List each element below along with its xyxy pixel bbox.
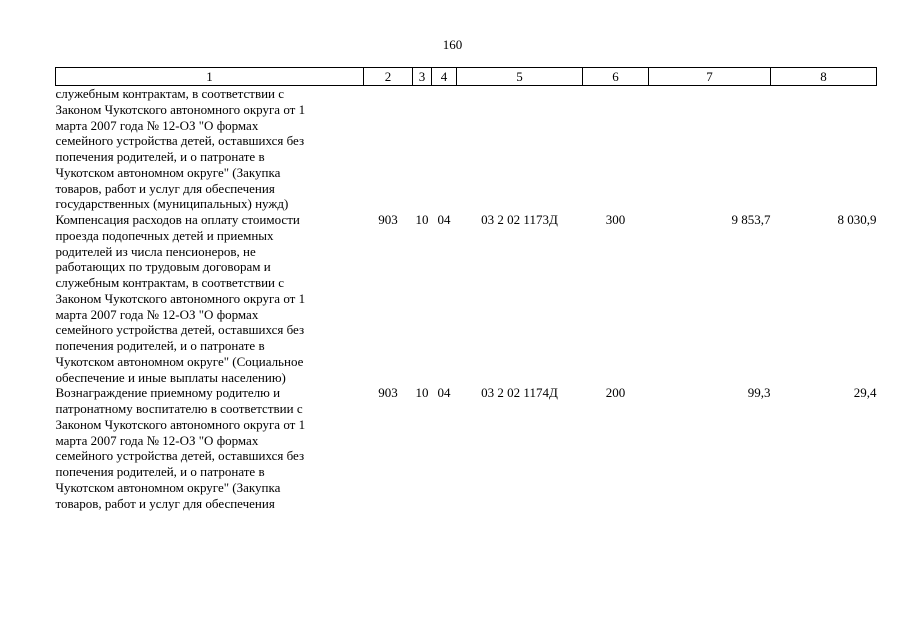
description-line: Чукотском автономном округе" (Социальное xyxy=(55,353,304,369)
description-line: попечения родителей, и о патронате в xyxy=(55,464,265,479)
table-row xyxy=(56,86,877,213)
table-header xyxy=(56,68,877,86)
description-line: попечения родителей, и о патронате в xyxy=(55,149,265,164)
column-header-4: 4 xyxy=(432,68,457,86)
description-line: обеспечение и иные выплаты населению) xyxy=(55,369,286,385)
description-line: марта 2007 года № 12-ОЗ "О формах xyxy=(55,432,259,448)
amount-col7-cell: 99,3 xyxy=(747,385,771,401)
description-line: Чукотском автономном округе" (Закупка xyxy=(55,479,281,495)
description-line: Вознаграждение приемному родителю и xyxy=(55,385,281,401)
admin-code-cell: 903 xyxy=(378,212,398,227)
expense-type-cell: 300 xyxy=(605,212,626,227)
column-header-8: 8 xyxy=(771,68,877,86)
column-header-3: 3 xyxy=(413,68,432,86)
description-line: государственных (муниципальных) нужд) xyxy=(55,196,289,212)
description-line: родителей из числа пенсионеров, не xyxy=(55,243,256,259)
target-article-cell: 03 2 02 1174Д xyxy=(481,385,558,401)
description-line: Компенсация расходов на оплату стоимости xyxy=(55,212,300,227)
section-cell: 10 xyxy=(415,212,429,227)
description-line: проезда подопечных детей и приемных xyxy=(55,227,274,243)
section-cell: 10 xyxy=(415,385,429,401)
column-header-7: 7 xyxy=(649,68,771,86)
subsection-cell: 04 xyxy=(437,212,451,227)
subsection-cell: 04 xyxy=(437,385,451,401)
amount-col8-cell: 29,4 xyxy=(853,385,877,401)
description-line: товаров, работ и услуг для обеспечения xyxy=(55,495,275,511)
description-line: патронатному воспитателю в соответствии с xyxy=(55,401,303,416)
amount-col7-cell xyxy=(649,86,771,213)
amount-col7-cell: 9 853,7 xyxy=(731,212,771,227)
section-cell xyxy=(413,86,432,213)
description-line: марта 2007 года № 12-ОЗ "О формах xyxy=(55,117,259,133)
description-line: семейного устройства детей, оставшихся без xyxy=(55,322,305,338)
column-header-5: 5 xyxy=(457,68,583,86)
amount-col8-cell: 8 030,9 xyxy=(837,212,877,227)
admin-code-cell xyxy=(364,86,413,213)
description-line: семейного устройства детей, оставшихся без xyxy=(55,448,305,464)
description-line: Законом Чукотского автономного округа от 1 xyxy=(55,101,306,117)
target-article-cell xyxy=(457,86,583,213)
target-article-cell: 03 2 02 1173Д xyxy=(481,212,558,227)
budget-table xyxy=(55,67,877,511)
description-line: попечения родителей, и о патронате в xyxy=(55,338,265,353)
description-line: служебным контрактам, в соответствии с xyxy=(55,86,285,101)
column-header-2: 2 xyxy=(364,68,413,86)
header-row xyxy=(56,68,877,86)
row-description xyxy=(56,212,364,385)
admin-code-cell: 903 xyxy=(378,385,398,401)
description-line: служебным контрактам, в соответствии с xyxy=(55,275,285,290)
expense-type-cell xyxy=(583,86,649,213)
page-number: 160 xyxy=(442,37,463,52)
description-line: работающих по трудовым договорам и xyxy=(55,259,271,275)
description-line: марта 2007 года № 12-ОЗ "О формах xyxy=(55,306,259,322)
description-line: семейного устройства детей, оставшихся без xyxy=(55,133,305,149)
table-body xyxy=(56,86,877,512)
column-header-6: 6 xyxy=(583,68,649,86)
subsection-cell xyxy=(432,86,457,213)
description-line: товаров, работ и услуг для обеспечения xyxy=(55,180,275,196)
row-description xyxy=(56,86,364,213)
description-line: Законом Чукотского автономного округа от 1 xyxy=(55,416,306,432)
row-description xyxy=(56,385,364,511)
description-line: Законом Чукотского автономного округа от 1 xyxy=(55,290,306,306)
column-header-1: 1 xyxy=(56,68,364,86)
table-row xyxy=(56,385,877,511)
amount-col8-cell xyxy=(771,86,877,213)
description-line: Чукотском автономном округе" (Закупка xyxy=(55,164,281,180)
table-row xyxy=(56,212,877,385)
expense-type-cell: 200 xyxy=(605,385,626,401)
